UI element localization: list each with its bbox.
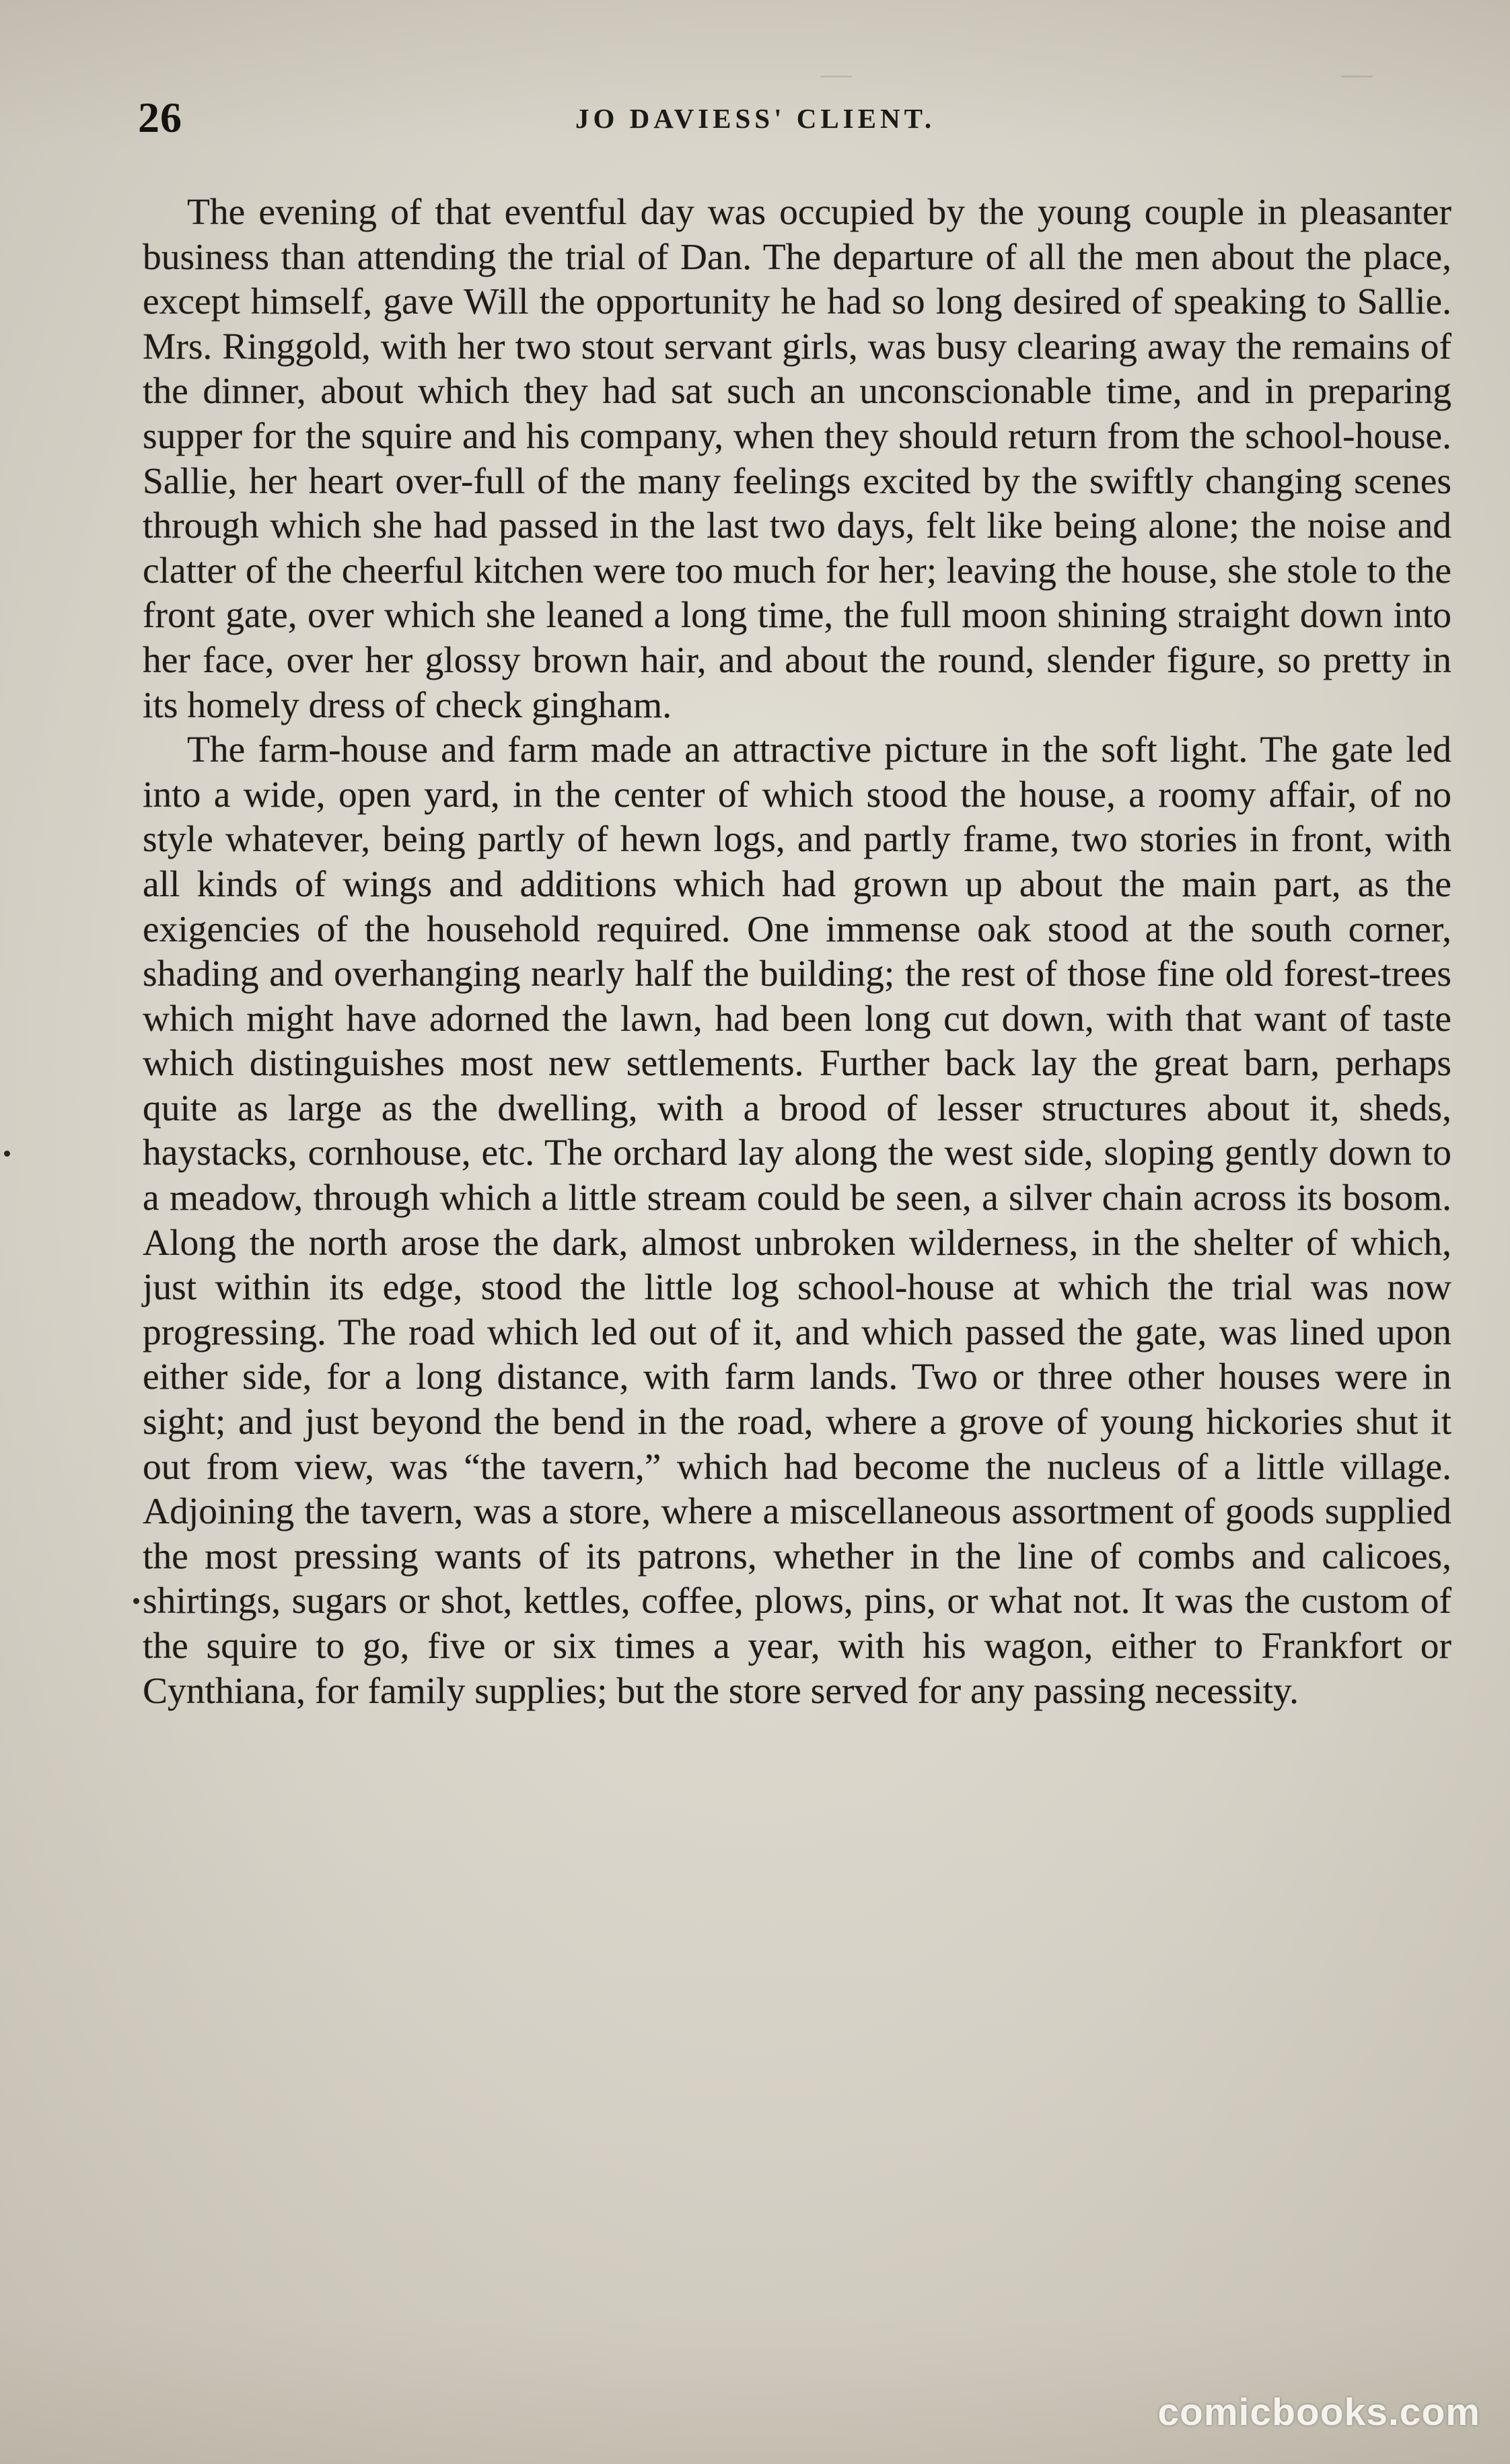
paragraph: The farm-house and farm made an attractive picture in the soft light. The gate led into a wide, open yard, in the center of which stood the house, a roomy affair, of no style whatever, being partly of hewn logs, and partly frame, two stories in front, with all kinds of wings and additions which had grown up about the main part, as the exigencies of the household required. One immense oak stood at the south corner, shading and overhanging nearly half the building; the rest of those fine old forest-trees which might have adorned the lawn, had been long cut down, with that want of taste which distinguishes most new settlements. Further back lay the great barn, perhaps quite as large as the dwelling, with a brood of lesser structures about it, sheds, haystacks, cornhouse, etc. The orchard lay along the west side, sloping gently down to a meadow, through which a little stream could be seen, a silver chain across its bosom. Along the north arose the dark, almost unbroken wilderness, in the shelter of which, just within its edge, stood the little log school-house at which the trial was now progressing. The road which led out of it, and which passed the gate, was lined upon either side, for a long distance, with farm lands. Two or three other houses were in sight; and just beyond the bend in the road, where a grove of young hickories shut it out from view, was “the tavern,” which had become the nucleus of a little village. Adjoining the tavern, was a store, where a miscellaneous assortment of goods supplied the most pressing wants of its patrons, whether in the line of combs and calicoes, shirtings, sugars or shot, kettles, coffee, plows, pins, or what not. It was the custom of the squire to go, five or six times a year, with his wagon, either to Frankfort or Cynthiana, for family supplies; but the store served for any passing necessity. — [143, 729, 1451, 1712]
watermark: comicbooks.com — [1157, 2391, 1480, 2434]
margin-speck — [4, 1151, 10, 1157]
paragraph: The evening of that eventful day was occupied by the young couple in pleasanter business than attending the trial of Dan. The departure of all the men about the place, except himself, gave Will the opportunity he had so long desired of speaking to Sallie. Mrs. Ringgold, with her two stout servant girls, was busy clearing away the remains of the dinner, about which they had sat such an unconscionable time, and in preparing supper for the squire and his company, when they should return from the school-house. Sallie, her heart over-full of the many feelings excited by the swiftly changing scenes through which she had passed in the last two days, felt like being alone; the noise and clatter of the cheerful kitchen were too much for her; leaving the house, she stole to the front gate, over which she leaned a long time, the full moon shining straight down into her face, over her glossy brown hair, and about the round, slender figure, so pretty in its homely dress of check gingham. — [143, 192, 1451, 726]
running-head — [138, 93, 1474, 147]
running-title: JO DAVIESS' CLIENT. — [575, 103, 936, 134]
bleed-through-texture: — — — [820, 55, 1373, 93]
page-number: 26 — [138, 94, 182, 141]
margin-speck — [133, 1598, 139, 1604]
text-body — [143, 190, 1451, 1714]
